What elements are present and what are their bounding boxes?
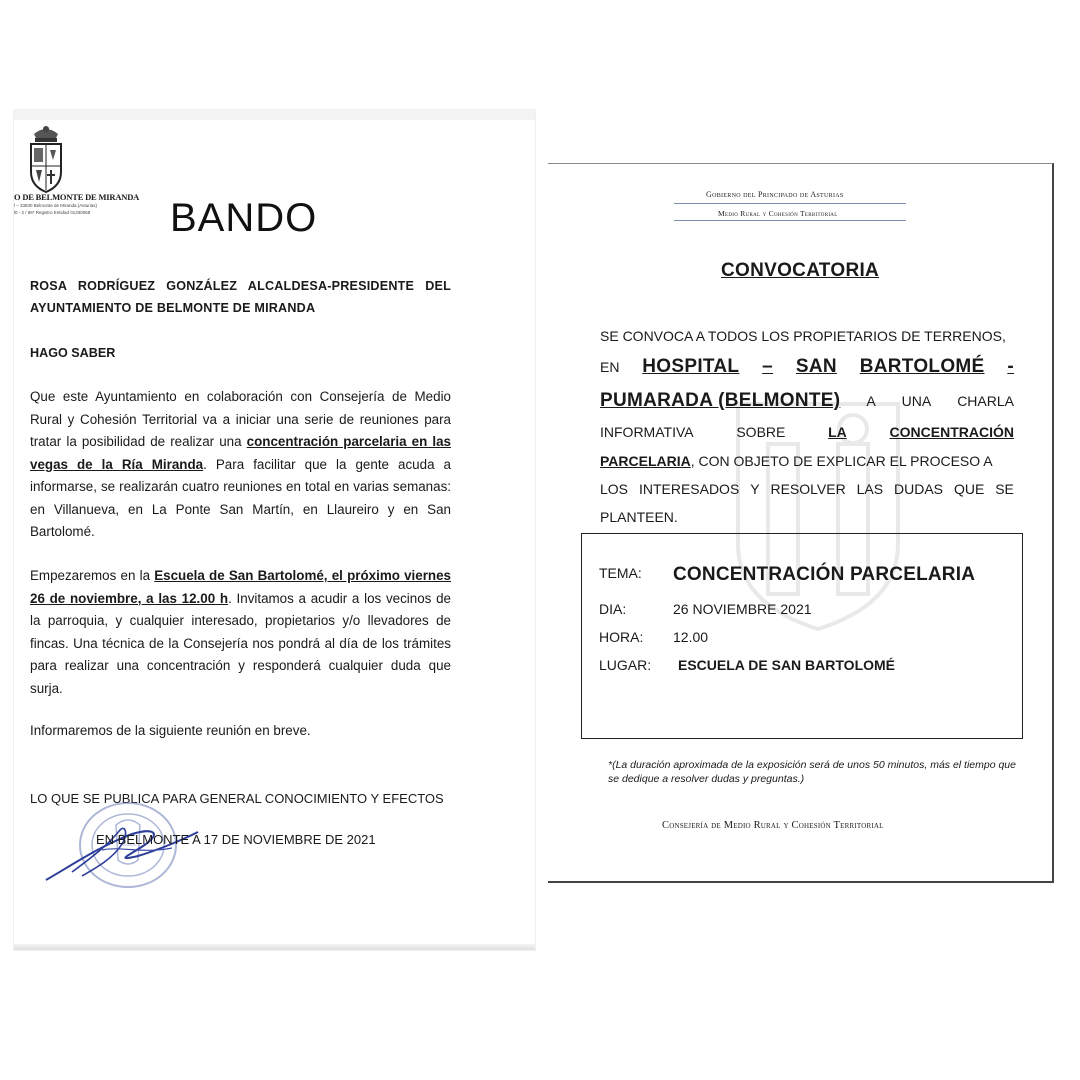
body-line	[600, 453, 1014, 469]
closing-formula: LO QUE SE PUBLICA PARA GENERAL CONOCIMIENTO Y EFECTOS	[30, 791, 444, 806]
hora-value: 12.00	[673, 629, 709, 645]
tema-value: CONCENTRACIÓN PARCELARIA	[673, 564, 976, 585]
text-run: RESOLVER	[770, 481, 846, 497]
bando-document	[14, 110, 535, 950]
event-details-box	[581, 533, 1023, 739]
text-run: EN	[600, 359, 620, 375]
hora-row	[599, 629, 708, 645]
paragraph-followup: Informaremos de la siguiente reunión en breve.	[30, 723, 311, 738]
place-and-date: EN BELMONTE A 17 DE NOVIEMBRE DE 2021	[96, 832, 376, 847]
body-line	[600, 481, 1014, 497]
issuing-department: Consejería de Medio Rural y Cohesión Territorial	[662, 820, 884, 831]
government-heading-text: Gobierno del Principado de Asturias	[706, 190, 844, 199]
tema-label: TEMA:	[599, 565, 642, 581]
body-line	[600, 390, 1014, 412]
municipality-registry: l0 - 2 / 96* Registro Entidad 01330058	[14, 210, 91, 215]
tema-row	[599, 564, 975, 586]
handwritten-signature	[42, 810, 202, 890]
lugar-label: LUGAR:	[599, 657, 652, 673]
text-run: INTERESADOS	[638, 481, 740, 497]
text-run: Empezaremos en la	[30, 568, 155, 583]
text-run: PLANTEEN.	[600, 509, 678, 525]
place-name: PUMARADA (BELMONTE)	[600, 390, 841, 411]
dia-value: 26 NOVIEMBRE 2021	[673, 601, 812, 617]
text-run: CHARLA	[957, 393, 1014, 409]
text-run: UNA	[901, 393, 932, 409]
heading-rule	[674, 220, 906, 221]
page-edge	[14, 110, 535, 120]
text-run: . Para facilitar que la gente acuda a informarse, se realizarán cuatro reuniones en total en varias semanas: en Villanueva, en La Ponte San Martín, en Llaureiro y en San Bartolomé.	[30, 456, 452, 539]
body-line	[600, 509, 1014, 525]
page-edge	[14, 944, 535, 950]
lugar-value: ESCUELA DE SAN BARTOLOMÉ	[678, 657, 896, 673]
municipality-address: l – 33830 Belmonte de Miranda (Asturias)	[14, 203, 98, 208]
heading-rule	[674, 203, 906, 204]
dia-row	[599, 601, 812, 617]
place-name: HOSPITAL	[642, 356, 740, 377]
place-name: –	[762, 356, 774, 377]
bando-title: BANDO	[170, 196, 318, 240]
hago-saber-heading: HAGO SABER	[30, 346, 116, 360]
place-name: -	[1007, 356, 1014, 377]
emphasis-run: PARCELARIA	[600, 453, 691, 469]
text-run: INFORMATIVA	[600, 424, 694, 440]
convocatoria-document	[548, 163, 1054, 883]
text-run: . Invitamos a acudir a los vecinos de la parroquia, y cualquier interesado, propietarios y/o llevadores de fincas. Una técnica de la Consejería nos pondrá al día de los trámites para realizar una concentración y responderá cualquier duda que surja.	[30, 590, 451, 696]
lugar-row	[599, 657, 895, 673]
issuer-line: ROSA RODRÍGUEZ GONZÁLEZ ALCALDESA-PRESIDENTE DEL AYUNTAMIENTO DE BELMONTE DE MIRANDA	[30, 279, 451, 315]
text-run: A	[866, 393, 876, 409]
place-name: SAN	[795, 356, 837, 377]
municipality-name: O DE BELMONTE DE MIRANDA	[14, 192, 140, 202]
dia-label: DIA:	[599, 601, 627, 617]
text-run: DUDAS	[894, 481, 944, 497]
emphasis-run: concentración parcelaria en las vegas de la Ría Miranda	[30, 434, 451, 472]
government-heading	[706, 190, 844, 199]
department-heading	[718, 209, 838, 218]
paragraph-intro	[30, 386, 451, 544]
text-run: SOBRE	[736, 424, 786, 440]
duration-note: *(La duración aproximada de la exposición será de unos 50 minutos, más el tiempo que se dedique a resolver dudas y preguntas.)	[608, 759, 1016, 785]
text-run: LOS	[600, 481, 629, 497]
department-heading-text: Medio Rural y Cohesión Territorial	[718, 209, 838, 218]
text-run: SE	[995, 481, 1014, 497]
body-line	[600, 356, 1014, 378]
text-run: Y	[750, 481, 760, 497]
text-run: SE CONVOCA A TODOS LOS PROPIETARIOS DE TERRENOS,	[600, 328, 1006, 344]
coat-of-arms-icon	[22, 124, 70, 196]
text-run: , CON OBJETO DE EXPLICAR EL PROCESO A	[690, 453, 993, 469]
body-line	[600, 328, 1014, 344]
body-line	[600, 424, 1014, 440]
text-run: Que este Ayuntamiento en colaboración con Consejería de Medio Rural y Cohesión Territorial va a iniciar una serie de reuniones para tratar la posibilidad de realizar una	[30, 389, 451, 449]
convocatoria-title: CONVOCATORIA	[721, 260, 880, 281]
place-name: BARTOLOMÉ	[859, 356, 985, 377]
text-run: QUE	[953, 481, 985, 497]
emphasis-run: Escuela de San Bartolomé, el próximo viernes 26 de noviembre, a las 12.00 h	[30, 568, 451, 606]
hora-label: HORA:	[599, 629, 644, 645]
text-run: LAS	[856, 481, 884, 497]
paragraph-meeting	[30, 565, 451, 700]
emphasis-run: LA	[828, 424, 847, 440]
emphasis-run: CONCENTRACIÓN	[889, 424, 1014, 440]
